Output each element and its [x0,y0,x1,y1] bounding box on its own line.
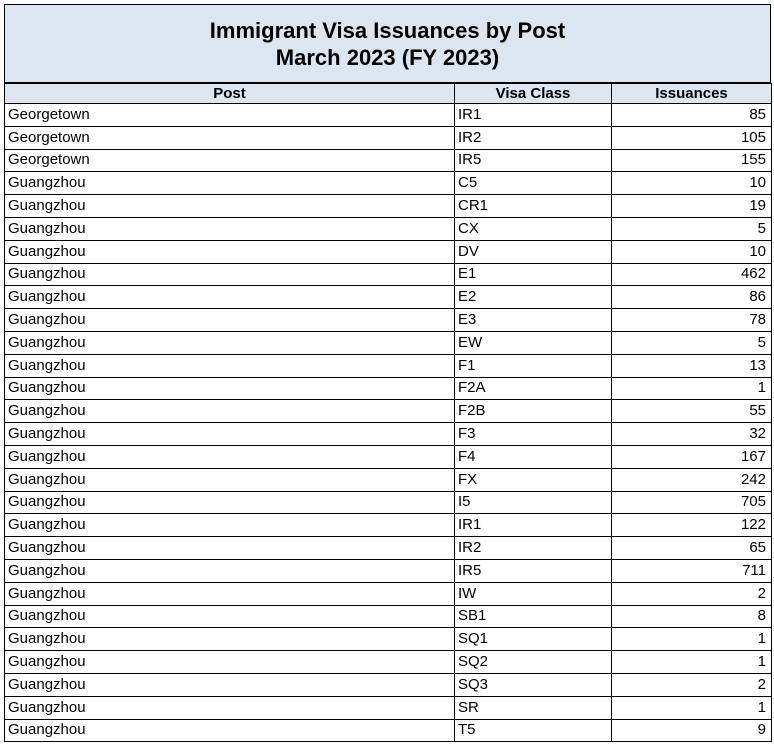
table-row [5,354,772,377]
table-row [5,445,772,468]
visa-class-cell: SR [455,696,612,719]
table-row [5,263,772,286]
table-row [5,217,772,240]
visa-class-cell: SQ3 [455,673,612,696]
visa-class-cell: IR5 [455,149,612,172]
post-cell: Guangzhou [5,514,455,537]
visa-class-cell: DV [455,240,612,263]
visa-class-cell: F3 [455,423,612,446]
issuance-table [4,83,772,742]
issuances-cell: 1 [612,377,772,400]
table-row [5,696,772,719]
visa-class-cell: IR1 [455,104,612,127]
table-row [5,628,772,651]
post-cell: Guangzhou [5,354,455,377]
issuances-cell: 13 [612,354,772,377]
issuances-cell: 155 [612,149,772,172]
issuances-cell: 86 [612,286,772,309]
issuances-cell: 8 [612,605,772,628]
visa-class-cell: F1 [455,354,612,377]
visa-class-cell: IR1 [455,514,612,537]
visa-class-cell: E3 [455,309,612,332]
visa-class-cell: SQ1 [455,628,612,651]
table-row [5,559,772,582]
issuances-cell: 2 [612,582,772,605]
table-row [5,331,772,354]
issuances-cell: 242 [612,468,772,491]
issuances-cell: 32 [612,423,772,446]
visa-class-cell: FX [455,468,612,491]
issuances-cell: 105 [612,126,772,149]
table-row [5,104,772,127]
header-row [5,84,772,104]
visa-class-column-header: Visa Class [455,84,612,104]
table-row [5,468,772,491]
issuances-cell: 5 [612,331,772,354]
issuances-cell: 10 [612,172,772,195]
issuances-cell: 9 [612,719,772,742]
issuances-cell: 55 [612,400,772,423]
table-row [5,582,772,605]
visa-class-cell: E1 [455,263,612,286]
issuances-cell: 167 [612,445,772,468]
visa-class-cell: F2B [455,400,612,423]
issuances-cell: 10 [612,240,772,263]
table-row [5,514,772,537]
post-cell: Guangzhou [5,696,455,719]
visa-issuance-sheet [4,4,771,742]
post-cell: Guangzhou [5,673,455,696]
table-row [5,240,772,263]
issuances-cell: 1 [612,696,772,719]
issuances-cell: 65 [612,537,772,560]
post-cell: Guangzhou [5,491,455,514]
visa-class-cell: T5 [455,719,612,742]
table-row [5,195,772,218]
issuances-cell: 1 [612,628,772,651]
post-column-header: Post [5,84,455,104]
post-cell: Guangzhou [5,286,455,309]
table-row [5,423,772,446]
table-row [5,172,772,195]
table-body [5,104,772,742]
post-cell: Guangzhou [5,719,455,742]
post-cell: Guangzhou [5,195,455,218]
visa-class-cell: C5 [455,172,612,195]
visa-class-cell: F4 [455,445,612,468]
post-cell: Guangzhou [5,377,455,400]
post-cell: Guangzhou [5,445,455,468]
post-cell: Guangzhou [5,309,455,332]
issuances-cell: 5 [612,217,772,240]
table-row [5,605,772,628]
visa-class-cell: IR2 [455,126,612,149]
issuances-cell: 462 [612,263,772,286]
post-cell: Guangzhou [5,423,455,446]
table-row [5,309,772,332]
table-row [5,286,772,309]
table-row [5,719,772,742]
visa-class-cell: SB1 [455,605,612,628]
table-row [5,651,772,674]
table-row [5,673,772,696]
post-cell: Guangzhou [5,651,455,674]
table-row [5,377,772,400]
issuances-cell: 78 [612,309,772,332]
issuances-cell: 19 [612,195,772,218]
visa-class-cell: IR2 [455,537,612,560]
post-cell: Guangzhou [5,331,455,354]
post-cell: Guangzhou [5,628,455,651]
issuances-cell: 85 [612,104,772,127]
issuances-cell: 2 [612,673,772,696]
visa-class-cell: EW [455,331,612,354]
post-cell: Guangzhou [5,263,455,286]
post-cell: Guangzhou [5,605,455,628]
post-cell: Guangzhou [5,400,455,423]
issuances-cell: 711 [612,559,772,582]
visa-class-cell: CR1 [455,195,612,218]
report-title: Immigrant Visa Issuances by Post [209,17,566,43]
post-cell: Guangzhou [5,468,455,491]
post-cell: Georgetown [5,126,455,149]
issuances-cell: 122 [612,514,772,537]
visa-class-cell: CX [455,217,612,240]
table-row [5,537,772,560]
report-subtitle: March 2023 (FY 2023) [275,44,500,70]
table-row [5,491,772,514]
issuances-cell: 1 [612,651,772,674]
post-cell: Guangzhou [5,537,455,560]
post-cell: Guangzhou [5,217,455,240]
post-cell: Georgetown [5,149,455,172]
visa-class-cell: F2A [455,377,612,400]
visa-class-cell: I5 [455,491,612,514]
visa-class-cell: SQ2 [455,651,612,674]
table-row [5,400,772,423]
report-title-block [4,4,771,83]
table-row [5,126,772,149]
issuances-column-header: Issuances [612,84,772,104]
post-cell: Guangzhou [5,172,455,195]
post-cell: Georgetown [5,104,455,127]
post-cell: Guangzhou [5,582,455,605]
visa-class-cell: E2 [455,286,612,309]
issuances-cell: 705 [612,491,772,514]
post-cell: Guangzhou [5,240,455,263]
visa-class-cell: IW [455,582,612,605]
table-row [5,149,772,172]
visa-class-cell: IR5 [455,559,612,582]
post-cell: Guangzhou [5,559,455,582]
